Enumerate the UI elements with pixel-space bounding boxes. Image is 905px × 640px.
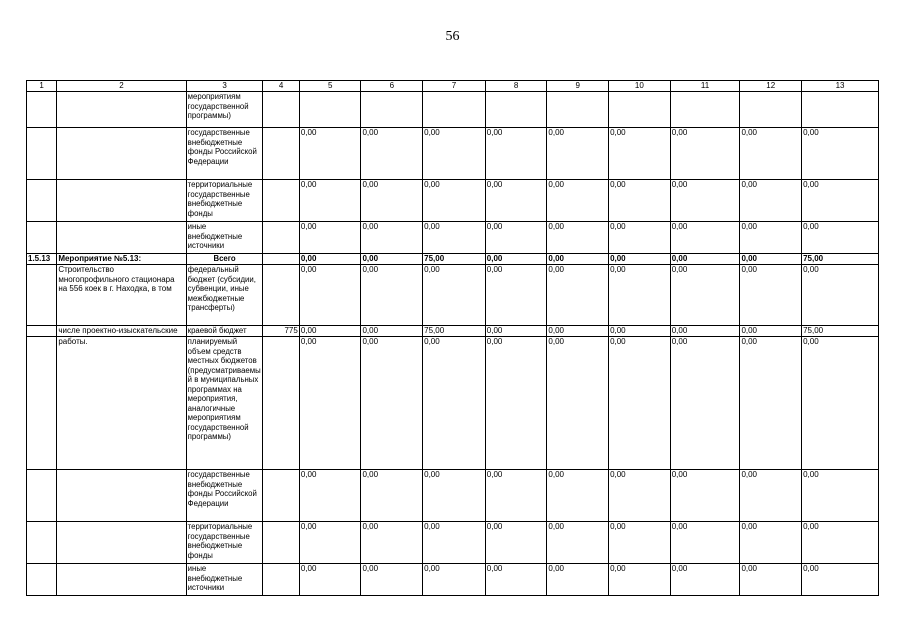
amount-cell: 75,00 (423, 254, 486, 265)
amount-cell: 0,00 (670, 470, 740, 522)
table-row (27, 470, 879, 522)
amount-cell: 0,00 (609, 222, 671, 254)
amount-cell: 0,00 (740, 326, 802, 337)
amount-cell: 0,00 (485, 522, 547, 564)
amount-cell: 0,00 (670, 254, 740, 265)
amount-cell: 0,00 (670, 522, 740, 564)
code-cell (263, 180, 299, 222)
amount-cell: 0,00 (547, 265, 609, 326)
table-row (27, 128, 879, 180)
funding-source-cell: государственные внебюджетные фонды Российской Федерации (186, 128, 263, 180)
amount-cell: 0,00 (802, 337, 879, 470)
amount-cell: 0,00 (299, 265, 361, 326)
amount-cell: 0,00 (361, 470, 423, 522)
amount-cell: 0,00 (423, 337, 486, 470)
budget-table (26, 80, 879, 596)
header-cell: 4 (263, 81, 299, 92)
amount-cell: 0,00 (423, 265, 486, 326)
amount-cell: 0,00 (361, 254, 423, 265)
amount-cell: 0,00 (361, 522, 423, 564)
amount-cell: 0,00 (299, 337, 361, 470)
amount-cell: 0,00 (361, 265, 423, 326)
header-cell: 2 (57, 81, 186, 92)
amount-cell: 0,00 (485, 564, 547, 596)
code-cell (263, 128, 299, 180)
funding-source-cell: Всего (186, 254, 263, 265)
amount-cell: 0,00 (299, 564, 361, 596)
item-number-cell (27, 522, 57, 564)
funding-source-cell: иные внебюджетные источники (186, 222, 263, 254)
funding-source-cell: территориальные государственные внебюджетные фонды (186, 180, 263, 222)
measure-name-cell (57, 522, 186, 564)
amount-cell: 0,00 (670, 337, 740, 470)
amount-cell (670, 92, 740, 128)
table-row (27, 522, 879, 564)
amount-cell: 0,00 (299, 470, 361, 522)
amount-cell: 0,00 (485, 180, 547, 222)
table-row (27, 254, 879, 265)
header-cell: 6 (361, 81, 423, 92)
amount-cell: 0,00 (609, 265, 671, 326)
item-number-cell (27, 128, 57, 180)
amount-cell: 0,00 (485, 128, 547, 180)
amount-cell: 0,00 (361, 180, 423, 222)
measure-name-cell (57, 128, 186, 180)
amount-cell: 0,00 (547, 522, 609, 564)
amount-cell: 0,00 (609, 254, 671, 265)
funding-source-cell: иные внебюджетные источники (186, 564, 263, 596)
item-number-cell (27, 180, 57, 222)
amount-cell: 0,00 (670, 326, 740, 337)
measure-name-cell (57, 92, 186, 128)
item-number-cell (27, 222, 57, 254)
amount-cell: 75,00 (802, 326, 879, 337)
amount-cell (299, 92, 361, 128)
amount-cell (802, 92, 879, 128)
page-number: 56 (445, 29, 460, 44)
amount-cell: 0,00 (740, 337, 802, 470)
amount-cell: 0,00 (740, 522, 802, 564)
code-cell (263, 92, 299, 128)
funding-source-cell: федеральный бюджет (субсидии, субвенции, иные межбюджетные трансферты) (186, 265, 263, 326)
funding-source-cell: краевой бюджет (186, 326, 263, 337)
amount-cell: 0,00 (547, 326, 609, 337)
measure-name-cell: работы. (57, 337, 186, 470)
amount-cell (485, 92, 547, 128)
amount-cell: 0,00 (299, 326, 361, 337)
amount-cell: 0,00 (547, 254, 609, 265)
amount-cell: 0,00 (547, 128, 609, 180)
code-cell (263, 265, 299, 326)
item-number-cell (27, 470, 57, 522)
amount-cell: 0,00 (485, 254, 547, 265)
code-cell (263, 470, 299, 522)
header-row (27, 81, 879, 92)
amount-cell: 0,00 (361, 337, 423, 470)
header-cell: 11 (670, 81, 740, 92)
amount-cell: 0,00 (802, 180, 879, 222)
amount-cell: 0,00 (740, 265, 802, 326)
header-cell: 5 (299, 81, 361, 92)
funding-source-cell: территориальные государственные внебюджетные фонды (186, 522, 263, 564)
amount-cell: 0,00 (361, 222, 423, 254)
amount-cell: 0,00 (547, 180, 609, 222)
measure-name-cell: Строительство многопрофильного стационара на 556 коек в г. Находка, в том (57, 265, 186, 326)
amount-cell: 0,00 (423, 222, 486, 254)
amount-cell: 0,00 (802, 128, 879, 180)
header-cell: 13 (802, 81, 879, 92)
amount-cell: 0,00 (485, 326, 547, 337)
funding-source-cell: планируемый объем средств местных бюджетов (предусматриваемый в муниципальных программах на мероприятия, аналогичные мероприятиям государственной программы) (186, 337, 263, 470)
amount-cell: 75,00 (802, 254, 879, 265)
amount-cell (361, 92, 423, 128)
amount-cell: 0,00 (609, 337, 671, 470)
measure-name-cell: числе проектно-изыскательские (57, 326, 186, 337)
amount-cell: 0,00 (609, 180, 671, 222)
amount-cell: 0,00 (670, 564, 740, 596)
amount-cell: 0,00 (423, 180, 486, 222)
item-number-cell (27, 92, 57, 128)
amount-cell: 0,00 (547, 470, 609, 522)
header-cell: 12 (740, 81, 802, 92)
amount-cell: 0,00 (609, 470, 671, 522)
amount-cell: 0,00 (670, 265, 740, 326)
item-number-cell (27, 265, 57, 326)
measure-name-cell (57, 180, 186, 222)
item-number-cell (27, 326, 57, 337)
header-cell: 10 (609, 81, 671, 92)
amount-cell: 0,00 (361, 326, 423, 337)
amount-cell: 0,00 (802, 522, 879, 564)
amount-cell: 0,00 (802, 222, 879, 254)
amount-cell: 0,00 (609, 128, 671, 180)
table-row (27, 222, 879, 254)
header-cell: 8 (485, 81, 547, 92)
table-row (27, 92, 879, 128)
amount-cell (547, 92, 609, 128)
code-cell (263, 522, 299, 564)
item-number-cell (27, 337, 57, 470)
amount-cell: 0,00 (609, 564, 671, 596)
amount-cell: 0,00 (299, 180, 361, 222)
header-cell: 9 (547, 81, 609, 92)
item-number-cell (27, 564, 57, 596)
amount-cell: 75,00 (423, 326, 486, 337)
header-cell: 1 (27, 81, 57, 92)
amount-cell: 0,00 (670, 222, 740, 254)
table-row (27, 326, 879, 337)
amount-cell: 0,00 (299, 522, 361, 564)
measure-name-cell: Мероприятие №5.13: (57, 254, 186, 265)
measure-name-cell (57, 564, 186, 596)
amount-cell: 0,00 (740, 470, 802, 522)
amount-cell: 0,00 (670, 128, 740, 180)
item-number-cell: 1.5.13 (27, 254, 57, 265)
amount-cell (423, 92, 486, 128)
amount-cell: 0,00 (740, 128, 802, 180)
amount-cell: 0,00 (802, 564, 879, 596)
table-row (27, 564, 879, 596)
amount-cell: 0,00 (423, 564, 486, 596)
amount-cell: 0,00 (485, 470, 547, 522)
amount-cell: 0,00 (740, 180, 802, 222)
code-cell (263, 254, 299, 265)
amount-cell: 0,00 (740, 222, 802, 254)
amount-cell: 0,00 (485, 337, 547, 470)
amount-cell: 0,00 (299, 254, 361, 265)
amount-cell: 0,00 (547, 222, 609, 254)
amount-cell: 0,00 (361, 564, 423, 596)
measure-name-cell (57, 470, 186, 522)
table-row (27, 265, 879, 326)
amount-cell: 0,00 (802, 470, 879, 522)
amount-cell: 0,00 (802, 265, 879, 326)
amount-cell: 0,00 (299, 222, 361, 254)
amount-cell: 0,00 (423, 128, 486, 180)
amount-cell: 0,00 (361, 128, 423, 180)
amount-cell: 0,00 (547, 564, 609, 596)
funding-source-cell: мероприятиям государственной программы) (186, 92, 263, 128)
amount-cell: 0,00 (609, 326, 671, 337)
table-body (27, 81, 879, 596)
header-cell: 3 (186, 81, 263, 92)
table-row (27, 337, 879, 470)
funding-source-cell: государственные внебюджетные фонды Российской Федерации (186, 470, 263, 522)
amount-cell: 0,00 (609, 522, 671, 564)
code-cell (263, 564, 299, 596)
amount-cell: 0,00 (423, 522, 486, 564)
header-cell: 7 (423, 81, 486, 92)
amount-cell: 0,00 (740, 564, 802, 596)
amount-cell: 0,00 (547, 337, 609, 470)
code-cell (263, 222, 299, 254)
amount-cell: 0,00 (485, 265, 547, 326)
amount-cell (609, 92, 671, 128)
code-cell: 775 (263, 326, 299, 337)
amount-cell (740, 92, 802, 128)
code-cell (263, 337, 299, 470)
amount-cell: 0,00 (423, 470, 486, 522)
measure-name-cell (57, 222, 186, 254)
amount-cell: 0,00 (740, 254, 802, 265)
table-row (27, 180, 879, 222)
amount-cell: 0,00 (299, 128, 361, 180)
amount-cell: 0,00 (670, 180, 740, 222)
amount-cell: 0,00 (485, 222, 547, 254)
